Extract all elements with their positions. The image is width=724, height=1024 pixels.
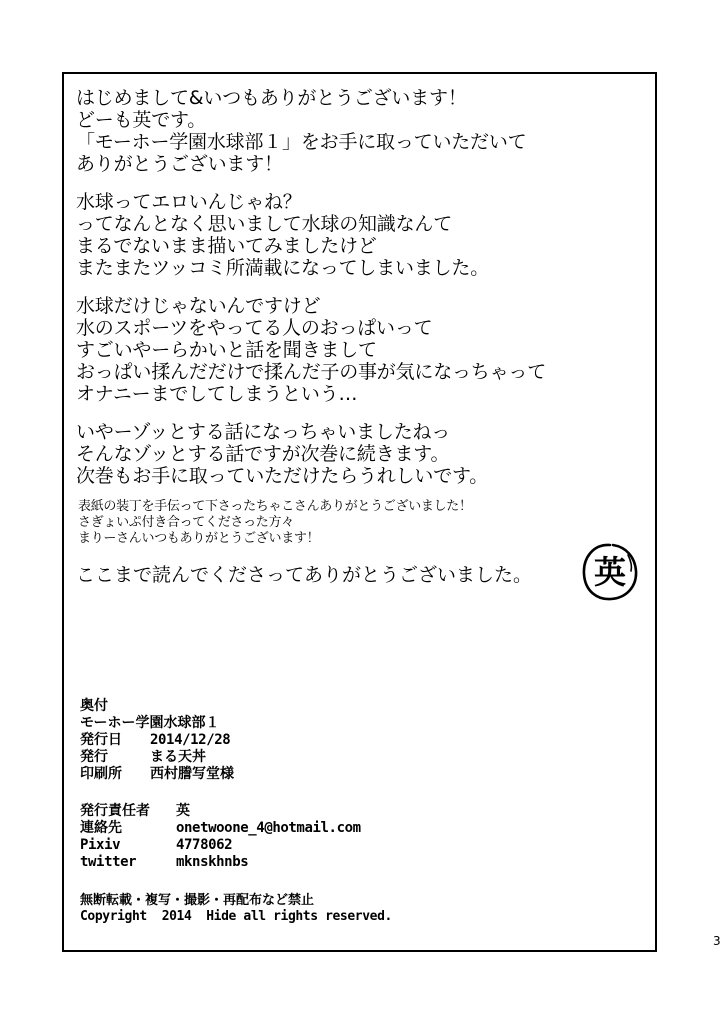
text-line: 次巻もお手に取っていただけたらうれしいです。 <box>76 465 489 487</box>
colophon-value: まる天丼 <box>150 749 206 765</box>
text-line: 「モーホー学園水球部１」をお手に取っていただいて <box>76 131 527 153</box>
contact-value: 英 <box>176 803 190 819</box>
reproduction-notice: 無断転載・複写・撮影・再配布など禁止 <box>80 893 315 908</box>
seal-character: 英 <box>593 553 627 591</box>
thanks-line: さぎょいぷ付き合ってくださった方々 <box>78 515 294 530</box>
contact-value: mknskhnbs <box>176 854 249 870</box>
closing-message: ここまで読んでくださってありがとうございました。 <box>76 564 533 586</box>
colophon-title: モーホー学園水球部１ <box>80 715 220 731</box>
text-line: ってなんとなく思いまして水球の知識なんて <box>76 213 453 235</box>
text-line: 水球だけじゃないんですけど <box>76 295 321 317</box>
contact-label: twitter <box>80 854 137 870</box>
author-seal-stamp <box>580 541 640 603</box>
colophon-heading: 奥付 <box>80 698 108 714</box>
contact-row-email <box>80 820 361 837</box>
text-line: どーも英です。 <box>76 109 207 131</box>
paragraph-2 <box>76 191 636 279</box>
text-line: いやーゾッとする話になっちゃいましたねっ <box>76 421 451 443</box>
colophon-row-printer <box>80 766 234 783</box>
copyright-line: Copyright 2014 Hide all rights reserved. <box>80 909 392 924</box>
paragraph-3 <box>76 295 636 405</box>
page-number: 3 <box>713 934 721 948</box>
text-line: そんなゾッとする話ですが次巻に続きます。 <box>76 443 450 465</box>
colophon-value: 西村謄写堂様 <box>150 766 234 782</box>
thanks-line: まりーさんいつもありがとうございます！ <box>78 531 320 546</box>
text-line: 水のスポーツをやってる人のおっぱいって <box>76 317 433 339</box>
colophon-row-publisher <box>80 749 234 766</box>
text-line: すごいやーらかいと話を聞きまして <box>76 339 377 361</box>
thanks-notes <box>78 499 578 547</box>
colophon-label: 印刷所 <box>80 766 122 782</box>
text-line: 水球ってエロいんじゃね？ <box>76 191 302 213</box>
colophon <box>80 698 234 783</box>
contact-label: Pixiv <box>80 837 121 853</box>
paragraph-4 <box>76 421 636 487</box>
contact-value: 4778062 <box>176 837 233 853</box>
text-line: ありがとうございます！ <box>76 153 283 175</box>
colophon-label: 発行 <box>80 749 108 765</box>
contact-row-responsible <box>80 803 361 820</box>
contact-row-twitter <box>80 854 361 871</box>
afterword-message <box>76 87 636 503</box>
contact-info <box>80 803 361 871</box>
paragraph-1 <box>76 87 636 175</box>
colophon-row-date <box>80 732 234 749</box>
contact-label: 連絡先 <box>80 820 122 836</box>
contact-value: onetwoone_4@hotmail.com <box>176 820 361 836</box>
text-line: またまたツッコミ所満載になってしまいました。 <box>76 257 490 279</box>
contact-row-pixiv <box>80 837 361 854</box>
text-line: おっぱい揉んだだけで揉んだ子の事が気になっちゃって <box>76 361 547 383</box>
contact-label: 発行責任者 <box>80 803 150 819</box>
legal-notice <box>80 893 392 925</box>
colophon-label: 発行日 <box>80 732 122 748</box>
text-line: はじめまして&いつもありがとうございます！ <box>76 87 467 109</box>
colophon-value: 2014/12/28 <box>150 732 231 748</box>
text-line: オナニーまでしてしまうという… <box>76 383 358 405</box>
thanks-line: 表紙の装丁を手伝って下さったちゃこさんありがとうございました！ <box>78 499 472 514</box>
text-line: まるでないまま描いてみましたけど <box>76 235 377 257</box>
